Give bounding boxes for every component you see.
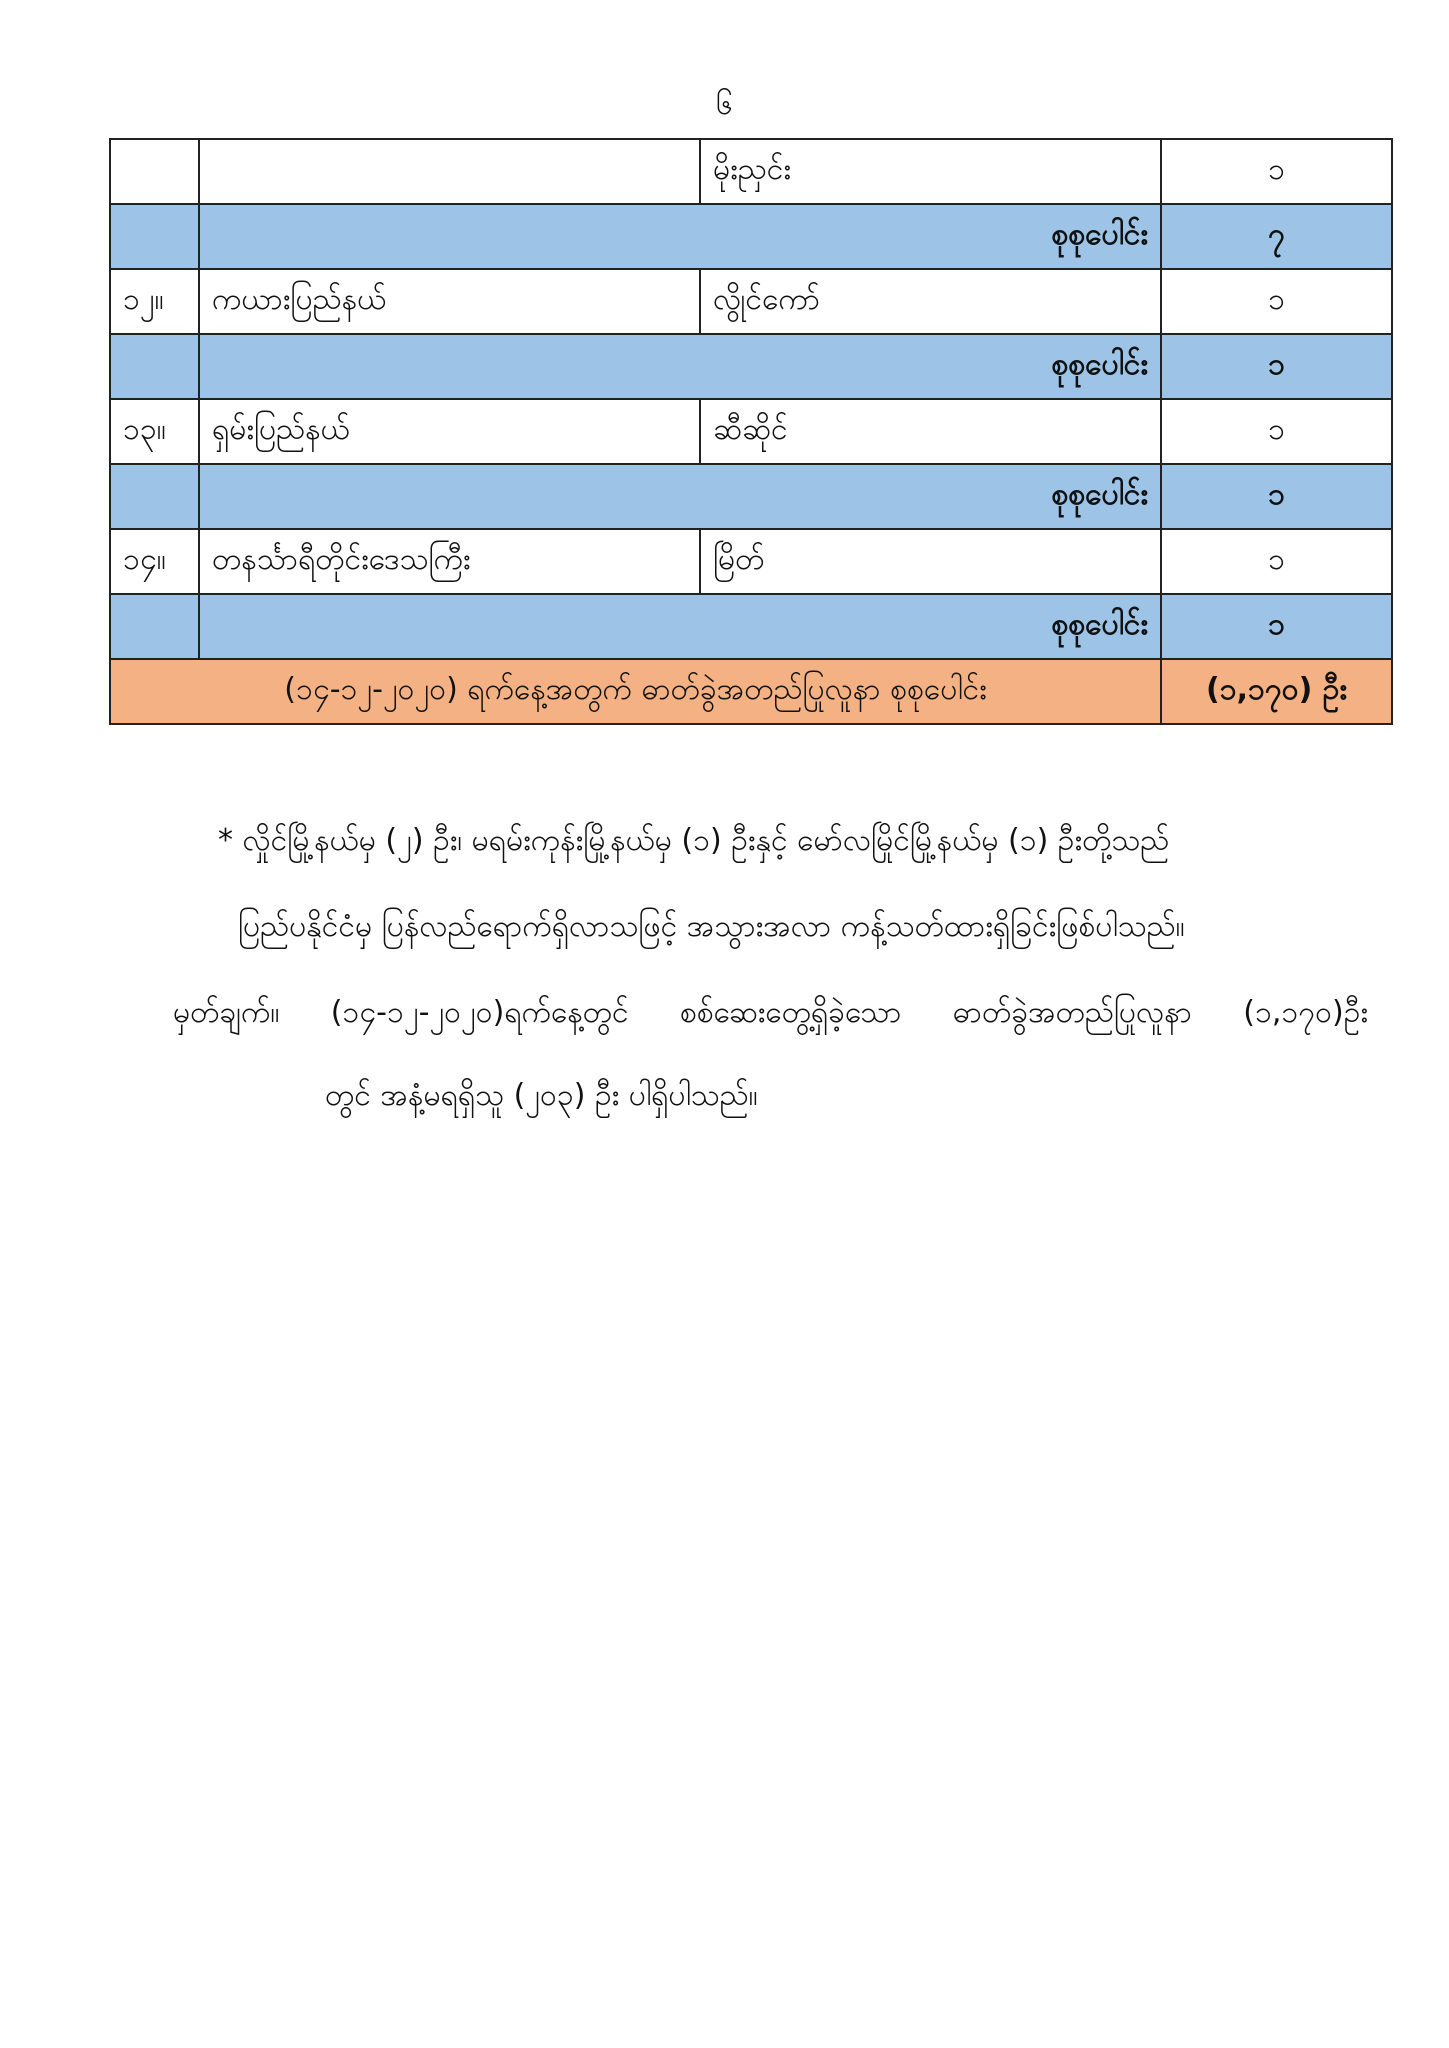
subtotal-label: စုစုပေါင်း: [199, 464, 1161, 529]
row-number-cell: ၁၃။: [110, 399, 199, 464]
row-number-cell: ၁၄။: [110, 529, 199, 594]
empty-cell: [110, 594, 199, 659]
subtotal-count: ၇: [1161, 204, 1392, 269]
region-cell: [199, 139, 700, 204]
table-row: [110, 269, 1392, 334]
township-cell: မြိတ်: [700, 529, 1161, 594]
township-cell: ဆီဆိုင်: [700, 399, 1161, 464]
region-cell: တနင်္သာရီတိုင်းဒေသကြီး: [199, 529, 700, 594]
township-cell: လွိုင်ကော်: [700, 269, 1161, 334]
subtotal-count: ၁: [1161, 334, 1392, 399]
table-row: [110, 399, 1392, 464]
table-row: [110, 529, 1392, 594]
count-cell: ၁: [1161, 529, 1392, 594]
subtotal-label: စုစုပေါင်း: [199, 204, 1161, 269]
subtotal-row: [110, 594, 1392, 659]
count-cell: ၁: [1161, 399, 1392, 464]
subtotal-count: ၁: [1161, 464, 1392, 529]
empty-cell: [110, 464, 199, 529]
subtotal-row: [110, 204, 1392, 269]
region-cell: ကယားပြည်နယ်: [199, 269, 700, 334]
grand-total-row: [110, 659, 1392, 724]
covid-cases-table: [109, 138, 1393, 725]
asterisk-note-line-2: ပြည်ပနိုင်ငံမှ ပြန်လည်ရောက်ရှိလာသဖြင့် အသွားအလာ ကန့်သတ်ထားရှိခြင်းဖြစ်ပါသည်။: [238, 909, 1185, 944]
subtotal-label: စုစုပေါင်း: [199, 334, 1161, 399]
subtotal-label: စုစုပေါင်း: [199, 594, 1161, 659]
asterisk-note-line-1: * လှိုင်မြို့နယ်မှ (၂) ဦး၊ မရမ်းကုန်းမြို့နယ်မှ (၁) ဦးနှင့် မော်လမြိုင်မြို့နယ်မှ (၁) ဦးတို့သည်: [218, 823, 1170, 858]
count-cell: ၁: [1161, 269, 1392, 334]
row-number-cell: [110, 139, 199, 204]
row-number-cell: ၁၂။: [110, 269, 199, 334]
grand-total-label: (၁၄-၁၂-၂၀၂၀) ရက်နေ့အတွက် ဓာတ်ခွဲအတည်ပြုလူနာ စုစုပေါင်း: [110, 659, 1161, 724]
empty-cell: [110, 334, 199, 399]
subtotal-row: [110, 464, 1392, 529]
township-cell: မိုးညှင်း: [700, 139, 1161, 204]
remark-line-2: တွင် အနံ့မရရှိသူ (၂၀၃) ဦး ပါရှိပါသည်။: [325, 1078, 758, 1113]
region-cell: ရှမ်းပြည်နယ်: [199, 399, 700, 464]
remark-line-1: မှတ်ချက်။ (၁၄-၁၂-၂၀၂၀)ရက်နေ့တွင် စစ်ဆေးတွေ့ရှိခဲ့သော ဓာတ်ခွဲအတည်ပြုလူနာ (၁,၁၇၀)ဦး: [173, 995, 1368, 1030]
table-row: [110, 139, 1392, 204]
count-cell: ၁: [1161, 139, 1392, 204]
page-number: ၆: [716, 87, 733, 122]
empty-cell: [110, 204, 199, 269]
grand-total-count: (၁,၁၇၀) ဦး: [1161, 659, 1392, 724]
subtotal-count: ၁: [1161, 594, 1392, 659]
subtotal-row: [110, 334, 1392, 399]
